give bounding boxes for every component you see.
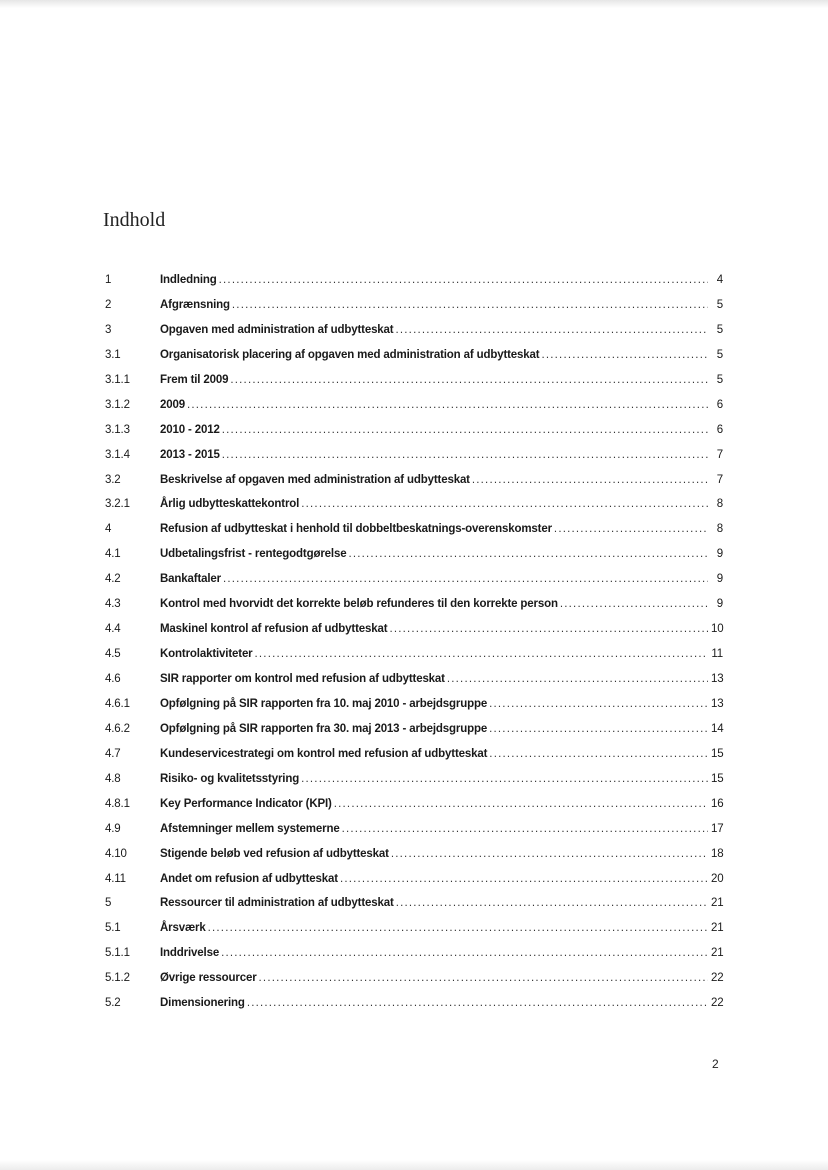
toc-dot-leader [560,598,708,610]
toc-entry-title[interactable]: Årlig udbytteskattekontrol [160,498,300,511]
toc-entry-number: 2 [105,298,112,311]
toc-entry[interactable] [105,773,723,798]
toc-entry-page: 22 [711,972,724,985]
toc-entry-page: 13 [711,673,724,685]
toc-dot-leader [301,498,708,510]
toc-entry[interactable] [105,498,723,523]
toc-entry-title[interactable]: Kundeservicestrategi om kontrol med refusion af udbytteskat [160,747,488,760]
toc-entry-number: 4.8.1 [105,797,130,810]
toc-entry[interactable] [105,698,723,723]
toc-entry-number: 4.11 [105,872,126,885]
toc-entry-number: 4.3 [105,598,121,611]
toc-dot-leader [259,972,708,984]
toc-entry[interactable] [105,274,723,299]
toc-entry-title[interactable]: 2009 [160,398,185,411]
toc-heading: Indhold [103,209,166,231]
toc-entry-page: 5 [716,323,723,336]
toc-dot-leader [222,449,708,461]
toc-entry-number: 5.1.1 [105,947,130,960]
toc-entry[interactable] [105,299,723,324]
toc-dot-leader [255,648,708,660]
toc-dot-leader [340,873,708,885]
page-number: 2 [712,1057,719,1071]
toc-entry[interactable] [105,548,723,573]
toc-dot-leader [554,523,708,535]
toc-entry-number: 5.1.2 [105,972,130,985]
toc-entry-page: 15 [711,747,724,760]
toc-dot-leader [395,324,708,336]
toc-entry-title[interactable]: Ressourcer til administration af udbytteskat [160,897,394,910]
toc-entry-title[interactable]: Stigende beløb ved refusion af udbytteskat [160,847,389,860]
toc-entry-title[interactable]: Indledning [160,274,217,286]
toc-entry-title[interactable]: Dimensionering [160,997,245,1010]
toc-entry[interactable] [105,873,723,898]
toc-entry-page: 15 [711,772,724,785]
toc-entry-title[interactable]: Key Performance Indicator (KPI) [160,797,332,810]
toc-entry-number: 3.1.2 [105,398,130,411]
toc-entry-number: 4 [105,523,112,536]
toc-entry[interactable] [105,723,723,748]
toc-dot-leader [389,623,708,635]
toc-entry[interactable] [105,399,723,424]
toc-dot-leader [222,424,708,436]
toc-entry-number: 3.1.1 [105,373,130,386]
toc-entry-page: 21 [711,947,724,960]
toc-entry[interactable] [105,349,723,374]
toc-entry[interactable] [105,573,723,598]
toc-entry-page: 11 [711,648,723,661]
toc-entry[interactable] [105,324,723,349]
scan-edge-bottom [0,1160,828,1170]
toc-dot-leader [447,673,708,685]
toc-dot-leader [334,798,708,810]
toc-entry[interactable] [105,648,723,673]
toc-entry-number: 1 [105,274,112,286]
toc-entry-title[interactable]: SIR rapporter om kontrol med refusion af udbytteskat [160,673,445,685]
toc-entry[interactable] [105,374,723,399]
toc-entry-page: 14 [711,722,724,735]
toc-entry-number: 4.4 [105,623,121,636]
toc-entry-number: 3.2 [105,473,121,486]
toc-entry[interactable] [105,449,723,474]
toc-dot-leader [342,823,708,835]
toc-entry[interactable] [105,424,723,449]
toc-entry-title[interactable]: Inddrivelse [160,947,220,960]
toc-entry-title[interactable]: Refusion af udbytteskat i henhold til dobbeltbeskatnings-overenskomster [160,523,552,536]
toc-entry-title[interactable]: Beskrivelse af opgaven med administration af udbytteskat [160,473,470,486]
toc-entry[interactable] [105,673,723,698]
toc-dot-leader [247,997,708,1009]
toc-entry[interactable] [105,598,723,623]
toc-entry[interactable] [105,474,723,499]
toc-entry-title[interactable]: 2010 - 2012 [160,423,220,436]
toc-entry[interactable] [105,922,723,947]
toc-dot-leader [541,349,708,361]
toc-dot-leader [489,748,708,760]
toc-entry-page: 6 [716,398,723,411]
toc-entry-number: 3.1 [105,348,121,361]
toc-entry-title[interactable]: Frem til 2009 [160,373,229,386]
toc-entry[interactable] [105,972,723,997]
toc-entry-page: 8 [716,523,723,536]
toc-dot-leader [489,723,708,735]
toc-dot-leader [221,947,708,959]
toc-entry-number: 4.1 [105,548,121,561]
toc-entry-title[interactable]: Afgrænsning [160,298,230,311]
toc-entry-number: 4.6.2 [105,722,130,735]
toc-entry-number: 5.2 [105,997,121,1010]
toc-entry-title[interactable]: Kontrol med hvorvidt det korrekte beløb refunderes til den korrekte person [160,598,558,611]
toc-dot-leader [187,399,708,411]
toc-entry-number: 4.8 [105,772,121,785]
toc-entry[interactable] [105,997,723,1022]
toc-entry-page: 21 [711,922,724,935]
toc-entry-title[interactable]: Årsværk [160,922,206,935]
toc-entry-title[interactable]: Organisatorisk placering af opgaven med administration af udbytteskat [160,348,540,361]
toc-entry-title[interactable]: 2013 - 2015 [160,448,220,461]
toc-entry-number: 5.1 [105,922,121,935]
toc-entry-number: 4.6 [105,673,121,685]
toc-entry-number: 4.7 [105,747,121,760]
toc-entry-number: 5 [105,897,112,910]
toc-entry-title[interactable]: Opfølgning på SIR rapporten fra 10. maj 2010 - arbejdsgruppe [160,697,488,710]
toc-entry-page: 9 [716,548,723,561]
toc-entry-title[interactable]: Bankaftaler [160,573,221,586]
toc-entry-page: 4 [716,274,723,286]
toc-entry-page: 22 [711,997,724,1010]
toc-entry-title[interactable]: Andet om refusion af udbytteskat [160,872,338,885]
table-of-contents [105,274,723,1022]
toc-entry-number: 3 [105,323,112,336]
toc-entry[interactable] [105,623,723,648]
toc-entry-page: 10 [711,623,724,636]
toc-dot-leader [219,274,708,286]
toc-entry-title[interactable]: Afstemninger mellem systemerne [160,822,340,835]
toc-entry-page: 20 [711,872,724,885]
toc-entry-page: 17 [711,822,724,835]
toc-entry-page: 18 [711,847,724,860]
toc-entry-title[interactable]: Udbetalingsfrist - rentegodtgørelse [160,548,347,561]
toc-entry-number: 4.9 [105,822,121,835]
toc-dot-leader [472,474,708,486]
toc-entry-number: 4.6.1 [105,697,130,710]
toc-entry-page: 6 [716,423,723,436]
toc-entry-page: 13 [711,697,724,710]
toc-dot-leader [391,848,708,860]
toc-entry-title[interactable]: Risiko- og kvalitetsstyring [160,772,300,785]
toc-entry[interactable] [105,947,723,972]
toc-dot-leader [396,897,708,909]
toc-entry-page: 21 [711,897,724,910]
toc-entry-page: 5 [716,348,723,361]
toc-entry-page: 5 [716,373,723,386]
toc-entry-number: 3.1.4 [105,448,130,461]
toc-entry[interactable] [105,523,723,548]
toc-entry-number: 3.2.1 [105,498,130,511]
toc-dot-leader [230,374,708,386]
toc-entry-title[interactable]: Opfølgning på SIR rapporten fra 30. maj 2013 - arbejdsgruppe [160,722,488,735]
toc-entry-page: 7 [716,448,723,461]
toc-entry-number: 4.10 [105,847,127,860]
toc-entry-page: 9 [716,573,723,586]
toc-entry-number: 4.2 [105,573,121,586]
toc-entry[interactable] [105,748,723,773]
toc-entry[interactable] [105,823,723,848]
toc-entry-page: 16 [711,797,724,810]
toc-entry-page: 5 [716,298,723,311]
toc-dot-leader [208,922,708,934]
toc-dot-leader [232,299,708,311]
toc-dot-leader [489,698,708,710]
scan-edge-top [0,0,828,8]
toc-entry[interactable] [105,848,723,873]
toc-entry-page: 9 [716,598,723,611]
toc-entry-page: 7 [716,473,723,486]
toc-entry-title[interactable]: Opgaven med administration af udbytteskat [160,323,394,336]
toc-entry-page: 8 [716,498,723,511]
toc-entry-title[interactable]: Kontrolaktiviteter [160,648,253,661]
toc-dot-leader [348,548,708,560]
toc-entry-title[interactable]: Maskinel kontrol af refusion af udbytteskat [160,623,388,636]
toc-dot-leader [301,773,708,785]
toc-entry[interactable] [105,897,723,922]
toc-dot-leader [223,573,708,585]
toc-entry-title[interactable]: Øvrige ressourcer [160,972,257,985]
toc-entry-number: 4.5 [105,648,121,661]
toc-entry-number: 3.1.3 [105,423,130,436]
toc-entry[interactable] [105,798,723,823]
